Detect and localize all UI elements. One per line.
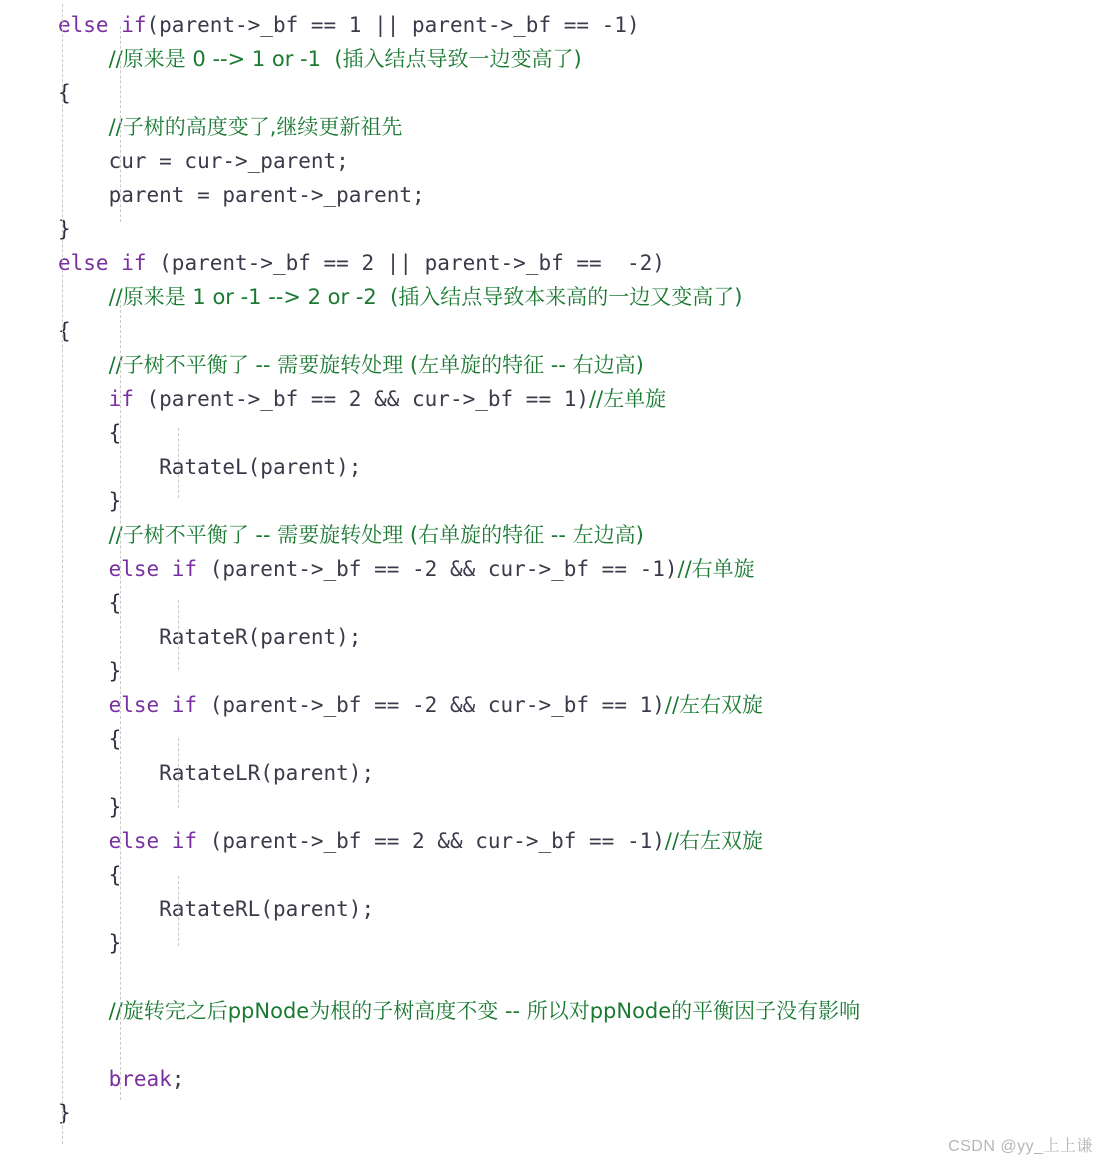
indent-guide-icon [178, 428, 179, 498]
code-line [0, 1062, 1107, 1096]
code-line [0, 552, 1107, 586]
code-token: (parent->_bf == -2 && cur->_bf == 1) [197, 693, 665, 717]
code-token: (parent->_bf == -2 && cur->_bf == -1) [197, 557, 678, 581]
comment-token: //原来是 1 or -1 --> 2 or -2 (插入结点导致本来高的一边又变高了) [108, 285, 743, 309]
code-line [0, 620, 1107, 654]
code-line [0, 450, 1107, 484]
keyword-token: else if [58, 251, 147, 275]
code-line [0, 8, 1107, 42]
code-line [0, 518, 1107, 552]
code-line [0, 416, 1107, 450]
code-line [0, 722, 1107, 756]
code-line [0, 348, 1107, 382]
indent-guide-icon [120, 300, 121, 1100]
comment-token: //子树不平衡了 -- 需要旋转处理 (右单旋的特征 -- 左边高) [108, 523, 644, 547]
code-line [0, 246, 1107, 280]
code-token: { [108, 863, 122, 887]
code-line [0, 790, 1107, 824]
code-line [0, 824, 1107, 858]
code-token: { [108, 727, 122, 751]
comment-token: //旋转完之后ppNode为根的子树高度不变 -- 所以对ppNode的平衡因子没有影响 [108, 999, 861, 1023]
code-token: } [108, 659, 122, 683]
keyword-token: else if [58, 13, 147, 37]
code-line [0, 314, 1107, 348]
code-token: RatateR(parent); [159, 625, 362, 649]
comment-token: //原来是 0 --> 1 or -1 (插入结点导致一边变高了) [108, 47, 582, 71]
indent-guide-icon [178, 876, 179, 946]
comment-token: //右单旋 [677, 557, 755, 581]
code-token: (parent->_bf == 1 || parent->_bf == -1) [146, 13, 640, 37]
comment-token: //子树不平衡了 -- 需要旋转处理 (左单旋的特征 -- 右边高) [108, 353, 644, 377]
code-token: parent = parent->_parent; [108, 183, 425, 207]
code-token: (parent->_bf == 2 && cur->_bf == -1) [197, 829, 665, 853]
code-line-blank [0, 1028, 1107, 1062]
code-line [0, 994, 1107, 1028]
keyword-token: else if [108, 829, 198, 853]
code-token: } [108, 931, 122, 955]
code-line [0, 280, 1107, 314]
code-token: RatateLR(parent); [159, 761, 375, 785]
code-line [0, 42, 1107, 76]
code-line [0, 382, 1107, 416]
keyword-token: break [108, 1067, 172, 1091]
code-line [0, 586, 1107, 620]
keyword-token: else if [108, 693, 198, 717]
code-token: { [108, 591, 122, 615]
code-line [0, 178, 1107, 212]
code-line [0, 484, 1107, 518]
code-line [0, 858, 1107, 892]
comment-token: //左右双旋 [664, 693, 764, 717]
code-line [0, 654, 1107, 688]
indent-guide-icon [62, 4, 63, 1144]
code-line [0, 110, 1107, 144]
code-line [0, 212, 1107, 246]
indent-guide-icon [120, 26, 121, 222]
code-token: } [108, 489, 122, 513]
code-line-blank [0, 960, 1107, 994]
code-line [0, 144, 1107, 178]
code-token: { [58, 81, 71, 105]
code-token: ; [171, 1067, 185, 1091]
code-line [0, 688, 1107, 722]
code-token: (parent->_bf == 2 || parent->_bf == -2) [146, 251, 665, 275]
indent-guide-icon [178, 600, 179, 670]
keyword-token: if [108, 387, 134, 411]
code-line [0, 1096, 1107, 1130]
code-line [0, 756, 1107, 790]
code-token: cur = cur->_parent; [108, 149, 349, 173]
code-line [0, 76, 1107, 110]
comment-token: //左单旋 [589, 387, 667, 411]
keyword-token: else if [108, 557, 198, 581]
code-token: } [58, 217, 71, 241]
indent-guide-icon [178, 738, 179, 808]
code-token: (parent->_bf == 2 && cur->_bf == 1) [133, 387, 590, 411]
code-token: RatateL(parent); [159, 455, 362, 479]
code-token: } [58, 1101, 71, 1125]
code-token: { [108, 421, 122, 445]
comment-token: //右左双旋 [664, 829, 764, 853]
code-line [0, 892, 1107, 926]
watermark: CSDN @yy_上上谦 [948, 1138, 1093, 1155]
code-token: { [58, 319, 71, 343]
code-line [0, 926, 1107, 960]
comment-token: //子树的高度变了,继续更新祖先 [108, 115, 403, 139]
code-token: } [108, 795, 122, 819]
code-token: RatateRL(parent); [159, 897, 375, 921]
